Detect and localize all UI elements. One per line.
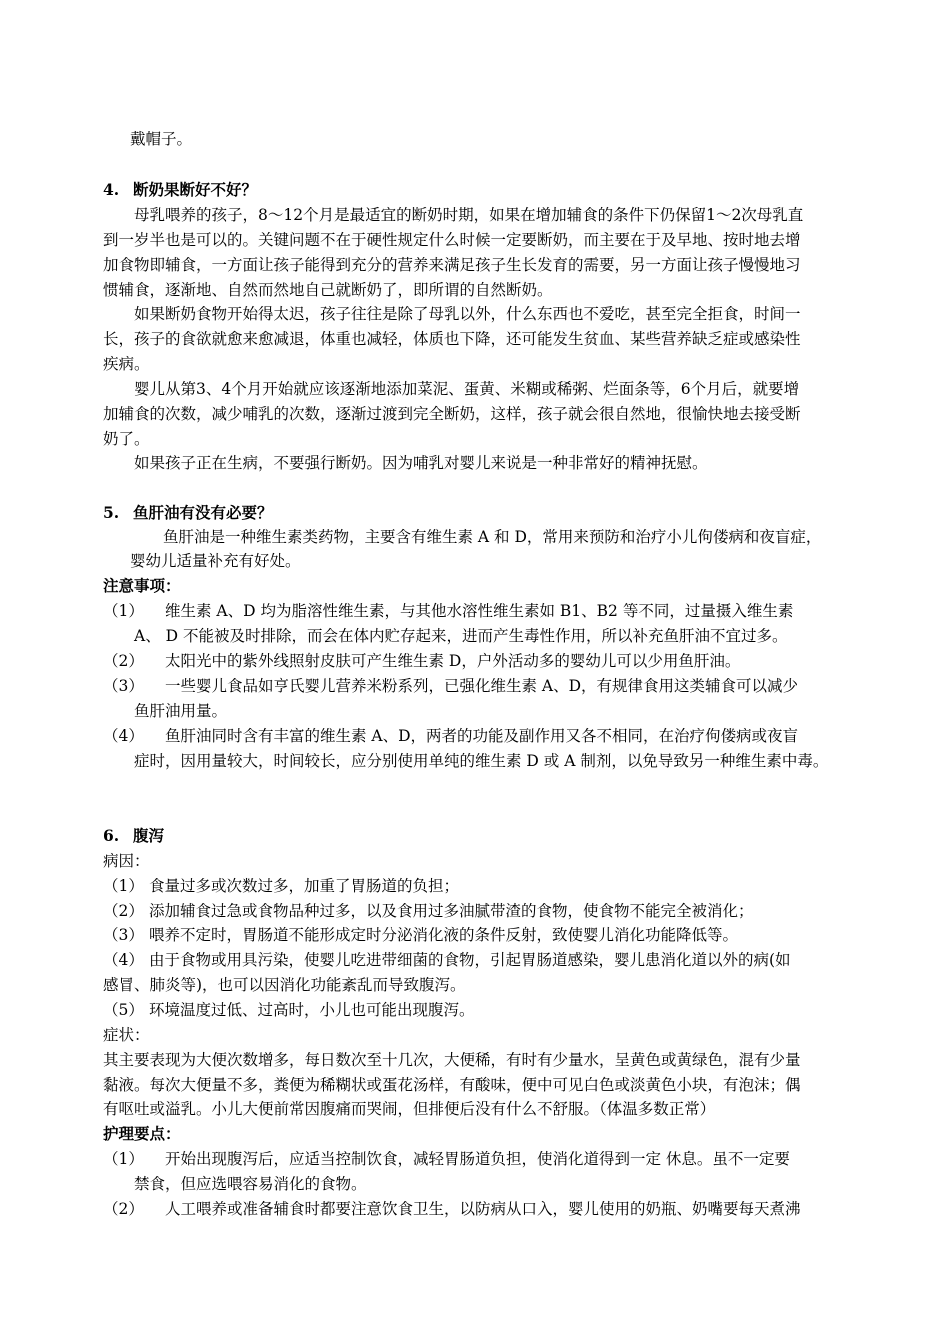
care-heading: 护理要点： xyxy=(103,1124,181,1143)
cause-text: 喂养不定时，胃肠道不能形成定时分泌消化液的条件反射，致使婴儿消化功能降低等。 xyxy=(149,926,739,944)
section-4-heading xyxy=(103,178,257,202)
section-4-p2-line: 疾病。 xyxy=(103,355,150,373)
section-4-p3-line: 加辅食的次数，减少哺乳的次数，逐渐过渡到完全断奶，这样，孩子就会很自然地，很愉快地去接受断 xyxy=(103,405,801,423)
section-5-title: 鱼肝油有没有必要？ xyxy=(133,503,273,522)
care-text: 人工喂养或准备辅食时都要注意饮食卫生，以防病从口入，婴儿使用的奶瓶、奶嘴要每天煮沸 xyxy=(165,1200,801,1218)
cause-label: （5） xyxy=(103,1001,144,1019)
cause-text: 添加辅食过急或食物品种过多，以及食用过多油腻带渣的食物，使食物不能完全被消化； xyxy=(149,902,754,920)
symptom-line: 有呕吐或溢乳。小儿大便前常因腹痛而哭闹，但排便后没有什么不舒服。（体温多数正常） xyxy=(103,1100,716,1118)
note-text-cont: A、 D 不能被及时排除，而会在体内贮存起来，进而产生毒性作用，所以补充鱼肝油不宜过多。 xyxy=(134,627,788,645)
cause-text: 由于食物或用具污染，使婴儿吃进带细菌的食物，引起胃肠道感染，婴儿患消化道以外的病(如 xyxy=(149,951,791,969)
note-label: （4） xyxy=(103,727,144,745)
symptom-line: 其主要表现为大便次数增多，每日数次至十几次，大便稀，有时有少量水，呈黄色或黄绿色，混有少量 xyxy=(103,1051,801,1069)
symptom-line: 黏液。每次大便量不多，粪便为稀糊状或蛋花汤样，有酸味，便中可见白色或淡黄色小块，有泡沫；偶 xyxy=(103,1076,801,1094)
section-6-number: 6. xyxy=(103,826,120,845)
section-5-number: 5. xyxy=(103,503,120,522)
care-text-cont: 禁食，但应选喂容易消化的食物。 xyxy=(134,1175,367,1193)
section-4-p1-line: 母乳喂养的孩子，8～12个月是最适宜的断奶时期，如果在增加辅食的条件下仍保留1～2次母乳直 xyxy=(134,206,804,224)
care-item xyxy=(103,1197,801,1221)
section-4-p2-line: 如果断奶食物开始得太迟，孩子往往是除了母乳以外，什么东西也不爱吃，甚至完全拒食，时间一 xyxy=(134,305,801,323)
notes-heading: 注意事项： xyxy=(103,576,181,595)
care-item xyxy=(103,1147,790,1171)
section-5-p1-line: 婴幼儿适量补充有好处。 xyxy=(130,552,301,570)
cause-label: （3） xyxy=(103,926,144,944)
intro-tail: 戴帽子。 xyxy=(130,130,193,148)
note-item xyxy=(103,674,798,698)
note-text-cont: 症时，因用量较大，时间较长，应分别使用单纯的维生素 D 或 A 制剂，以免导致另一种维生素中毒。 xyxy=(134,752,829,770)
note-text: 鱼肝油同时含有丰富的维生素 A、D，两者的功能及副作用又各不相同，在治疗佝偻病或夜盲 xyxy=(165,727,799,745)
section-4-p1-line: 惯辅食，逐渐地、自然而然地自己就断奶了，即所谓的自然断奶。 xyxy=(103,281,553,299)
care-label: （1） xyxy=(103,1150,144,1168)
section-4-p3-line: 奶了。 xyxy=(103,430,150,448)
note-text: 太阳光中的紫外线照射皮肤可产生维生素 D，户外活动多的婴幼儿可以少用鱼肝油。 xyxy=(165,652,741,670)
symptom-heading: 症状： xyxy=(103,1026,150,1044)
section-4-number: 4. xyxy=(103,180,120,199)
cause-text-cont: 感冒、肺炎等)，也可以因消化功能紊乱而导致腹泻。 xyxy=(103,976,466,994)
note-item xyxy=(103,599,793,623)
note-item xyxy=(103,649,740,673)
cause-item xyxy=(103,874,459,898)
cause-item xyxy=(103,998,475,1022)
section-4-p1-line: 到一岁半也是可以的。关键问题不在于硬性规定什么时候一定要断奶，而主要在于及早地、按时地去增 xyxy=(103,231,801,249)
section-4-title: 断奶果断好不好？ xyxy=(133,180,258,199)
section-4-p3-line: 婴儿从第3、4个月开始就应该逐渐地添加菜泥、蛋黄、米糊或稀粥、烂面条等，6个月后，就要增 xyxy=(134,380,800,398)
care-text: 开始出现腹泻后，应适当控制饮食，减轻胃肠道负担，使消化道得到一定 休息。虽不一定要 xyxy=(165,1150,790,1168)
cause-label: （4） xyxy=(103,951,144,969)
section-4-p4: 如果孩子正在生病，不要强行断奶。因为哺乳对婴儿来说是一种非常好的精神抚慰。 xyxy=(134,454,708,472)
cause-item xyxy=(103,923,738,947)
section-4-p2-line: 长，孩子的食欲就愈来愈减退，体重也减轻，体质也下降，还可能发生贫血、某些营养缺乏症或感染性 xyxy=(103,330,801,348)
cause-label: （1） xyxy=(103,877,144,895)
cause-item xyxy=(103,948,791,972)
cause-text: 食量过多或次数过多，加重了胃肠道的负担； xyxy=(149,877,460,895)
cause-item xyxy=(103,899,754,923)
cause-text: 环境温度过低、过高时，小儿也可能出现腹泻。 xyxy=(149,1001,475,1019)
note-text-cont: 鱼肝油用量。 xyxy=(134,702,228,720)
note-label: （1） xyxy=(103,602,144,620)
section-6-heading xyxy=(103,824,164,848)
care-label: （2） xyxy=(103,1200,144,1218)
section-5-heading xyxy=(103,501,273,525)
cause-label: （2） xyxy=(103,902,144,920)
section-4-p1-line: 加食物即辅食，一方面让孩子能得到充分的营养来满足孩子生长发育的需要，另一方面让孩子慢慢地习 xyxy=(103,256,801,274)
note-item xyxy=(103,724,798,748)
note-label: （2） xyxy=(103,652,144,670)
cause-heading: 病因： xyxy=(103,852,150,870)
note-label: （3） xyxy=(103,677,144,695)
section-6-title: 腹泻 xyxy=(133,826,165,845)
note-text: 一些婴儿食品如亨氏婴儿营养米粉系列，已强化维生素 A、D，有规律食用这类辅食可以减少 xyxy=(165,677,799,695)
section-5-p1-line: 鱼肝油是一种维生素类药物，主要含有维生素 A 和 D，常用来预防和治疗小儿佝偻病和夜盲症， xyxy=(163,528,822,546)
note-text: 维生素 A、D 均为脂溶性维生素，与其他水溶性维生素如 B1、B2 等不同，过量摄入维生素 xyxy=(165,602,794,620)
